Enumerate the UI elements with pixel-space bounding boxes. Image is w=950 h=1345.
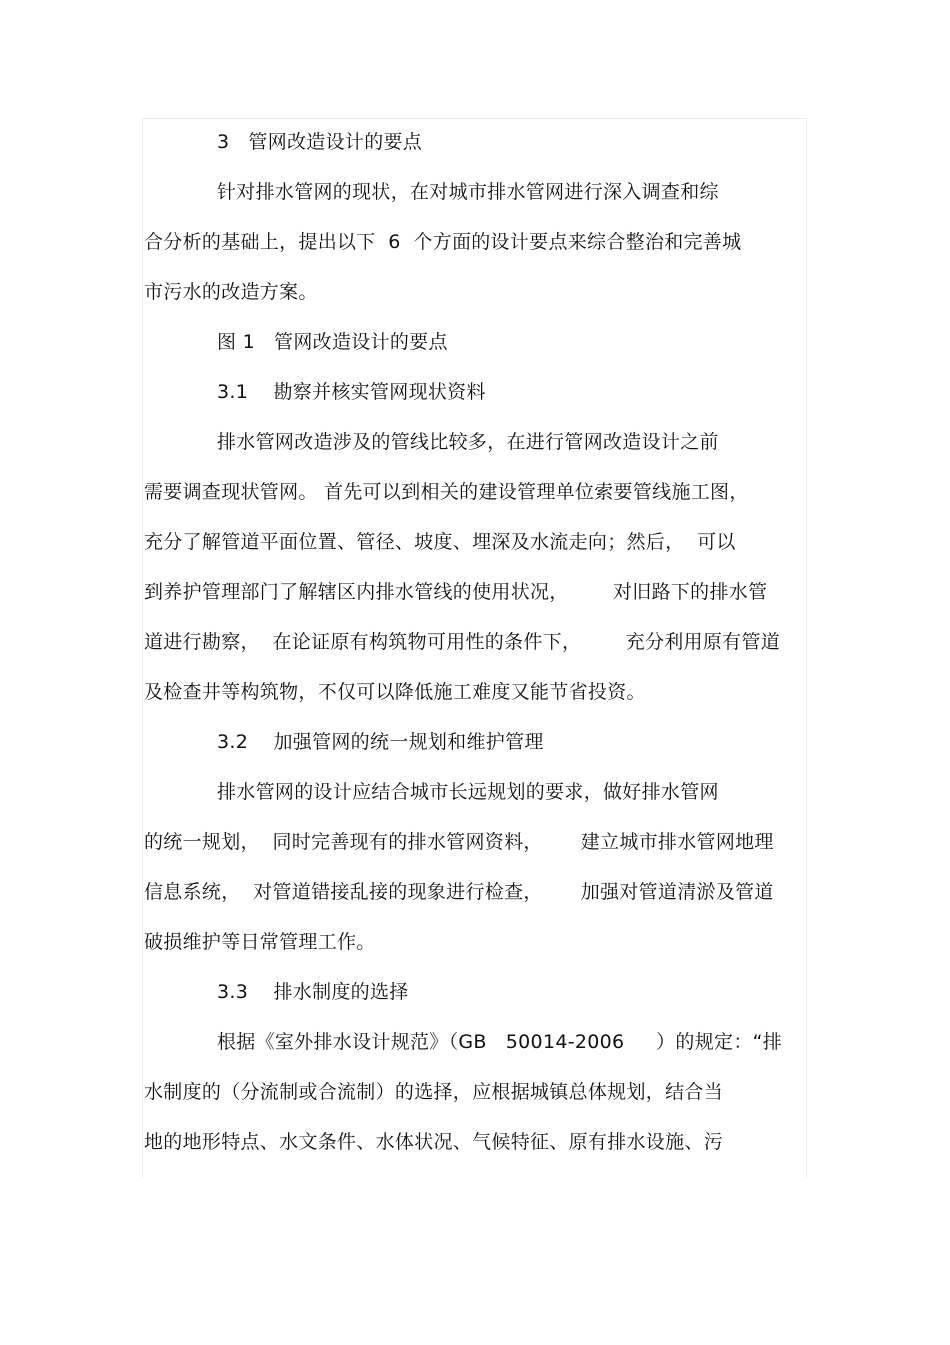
section-3-heading: 3 管网改造设计的要点 [217, 131, 423, 153]
paragraph-line: 需要调查现状管网。 首先可以到相关的建设管理单位索要管线施工图， [144, 481, 749, 503]
paragraph-line: 到养护管理部门了解辖区内排水管线的使用状况， 对旧路下的排水管 [144, 581, 768, 603]
paragraph-line: 针对排水管网的现状，在对城市排水管网进行深入调查和综 [217, 181, 719, 203]
paragraph-line: 根据《室外排水设计规范》（GB 50014-2006 ）的规定：“排 [217, 1031, 783, 1053]
paragraph-line: 地的地形特点、水文条件、水体状况、气候特征、原有排水设施、污 [144, 1131, 724, 1153]
figure-caption: 图 1 管网改造设计的要点 [217, 331, 448, 353]
paragraph-line: 水制度的（分流制或合流制）的选择，应根据城镇总体规划，结合当 [144, 1081, 724, 1103]
paragraph-line: 及检查井等构筑物，不仅可以降低施工难度又能节省投资。 [144, 681, 646, 703]
section-3-2-heading: 3.2 加强管网的统一规划和维护管理 [217, 731, 544, 753]
paragraph-line: 充分了解管道平面位置、管径、坡度、埋深及水流走向；然后， 可以 [144, 531, 736, 553]
section-3-1-heading: 3.1 勘察并核实管网现状资料 [217, 381, 486, 403]
paragraph-line: 市污水的改造方案。 [144, 281, 318, 303]
paragraph-line: 道进行勘察， 在论证原有构筑物可用性的条件下， 充分利用原有管道 [144, 631, 781, 653]
paragraph-line: 破损维护等日常管理工作。 [144, 931, 376, 953]
paragraph-line: 信息系统， 对管道错接乱接的现象进行检查， 加强对管道清淤及管道 [144, 881, 774, 903]
section-3-3-heading: 3.3 排水制度的选择 [217, 981, 409, 1003]
paragraph-line: 排水管网的设计应结合城市长远规划的要求，做好排水管网 [217, 781, 719, 803]
paragraph-line: 合分析的基础上，提出以下 6 个方面的设计要点来综合整治和完善城 [144, 231, 742, 253]
paragraph-line: 排水管网改造涉及的管线比较多，在进行管网改造设计之前 [217, 431, 719, 453]
paragraph-line: 的统一规划， 同时完善现有的排水管网资料， 建立城市排水管网地理 [144, 831, 774, 853]
